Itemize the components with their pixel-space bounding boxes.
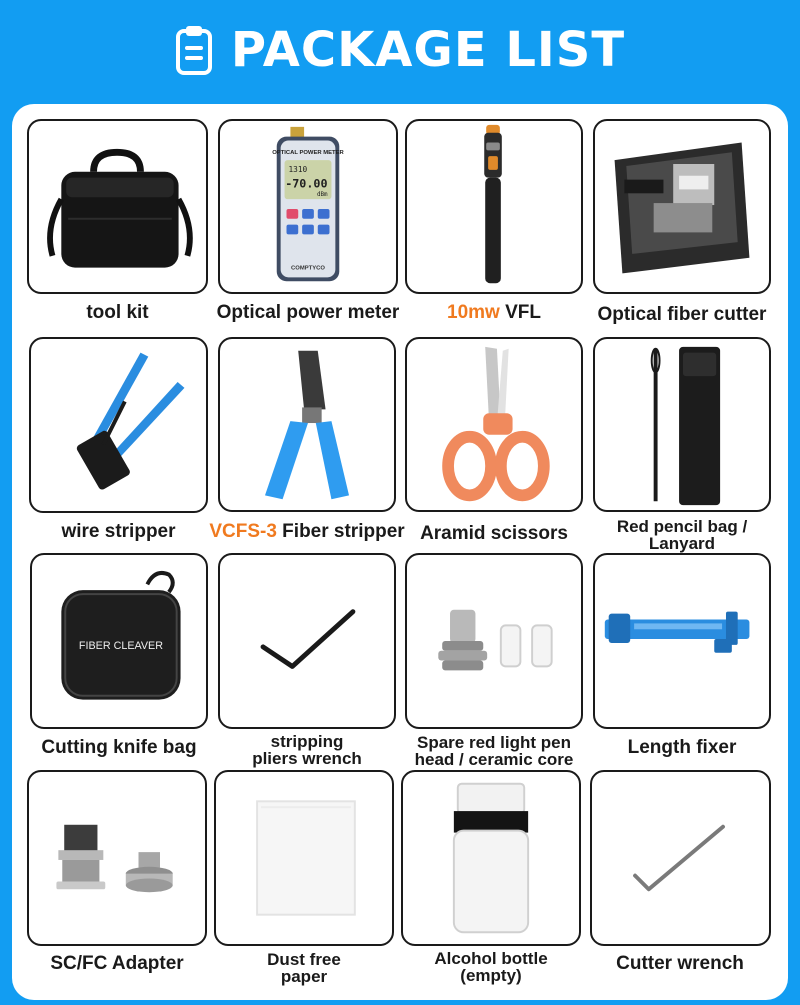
tile-scissors: [405, 337, 583, 512]
caption-tool-kit: tool kit: [86, 302, 149, 323]
brand-text: COMPTYCO: [291, 265, 325, 272]
fiber-stripper-icon: [220, 339, 394, 510]
caption-fiber-stripper: VCFS-3 Fiber stripper: [209, 521, 405, 542]
pen-head-icon: [407, 555, 581, 727]
caption-length-fixer: Length fixer: [627, 737, 737, 758]
tile-hex-wrench: [218, 553, 396, 729]
pencil-bag-icon: [595, 339, 769, 510]
power-meter-icon: [220, 121, 396, 292]
tile-vfl: [405, 119, 583, 294]
tile-cutter-wrench: [590, 770, 771, 946]
tile-wire-stripper: [29, 337, 208, 513]
caption-adapter: SC/FC Adapter: [50, 953, 184, 974]
caption-wire-stripper: wire stripper: [61, 521, 176, 542]
caption-vfl: 10mw VFL: [447, 302, 541, 323]
tile-length-fixer: [593, 553, 771, 729]
scissors-icon: [407, 339, 581, 510]
tile-fiber-cleaver: [593, 119, 771, 294]
vfl-pen-icon: [407, 121, 581, 292]
adapter-icon: [29, 772, 205, 944]
cutter-wrench-icon: [592, 772, 769, 944]
header: [0, 0, 800, 100]
tile-tool-kit: [27, 119, 208, 294]
tile-pencil-bag: [593, 337, 771, 512]
knife-bag-icon: [32, 555, 206, 727]
clipboard-icon: [175, 24, 213, 76]
alcohol-bottle-icon: [403, 772, 579, 944]
caption-pen-head: Spare red light pen head / ceramic core: [414, 733, 574, 769]
tile-alcohol-bottle: [401, 770, 581, 946]
fiber-cleaver-icon: [595, 121, 769, 292]
tile-fiber-stripper: [218, 337, 396, 512]
tile-knife-bag: [30, 553, 208, 729]
caption-cutter-wrench: Cutter wrench: [616, 953, 744, 974]
screen-wavelength: 1310: [288, 164, 308, 174]
hex-wrench-icon: [220, 555, 394, 727]
tool-bag-icon: [29, 121, 206, 292]
tile-power-meter: [218, 119, 398, 294]
page-title: PACKAGE LIST: [230, 22, 626, 78]
length-fixer-icon: [595, 555, 769, 727]
tile-dust-paper: [214, 770, 394, 946]
tile-pen-head: [405, 553, 583, 729]
screen-unit: dBm: [316, 192, 328, 199]
caption-alcohol-bottle: Alcohol bottle (empty): [434, 949, 548, 985]
screen-reading: -70.00: [285, 176, 328, 191]
caption-scissors: Aramid scissors: [420, 523, 568, 544]
caption-hex-wrench: stripping pliers wrench: [252, 732, 362, 768]
bag-text: FIBER CLEAVER: [78, 639, 163, 652]
caption-knife-bag: Cutting knife bag: [41, 737, 197, 758]
tile-adapter: [27, 770, 207, 946]
caption-dust-paper: Dust free paper: [267, 950, 341, 986]
caption-power-meter: Optical power meter: [216, 302, 400, 323]
caption-pencil-bag: Red pencil bag / Lanyard: [616, 517, 748, 553]
wire-stripper-icon: [31, 339, 206, 511]
device-title-text: OPTICAL POWER METER: [272, 150, 344, 157]
caption-fiber-cleaver: Optical fiber cutter: [597, 304, 767, 325]
dust-free-paper-icon: [216, 772, 392, 944]
